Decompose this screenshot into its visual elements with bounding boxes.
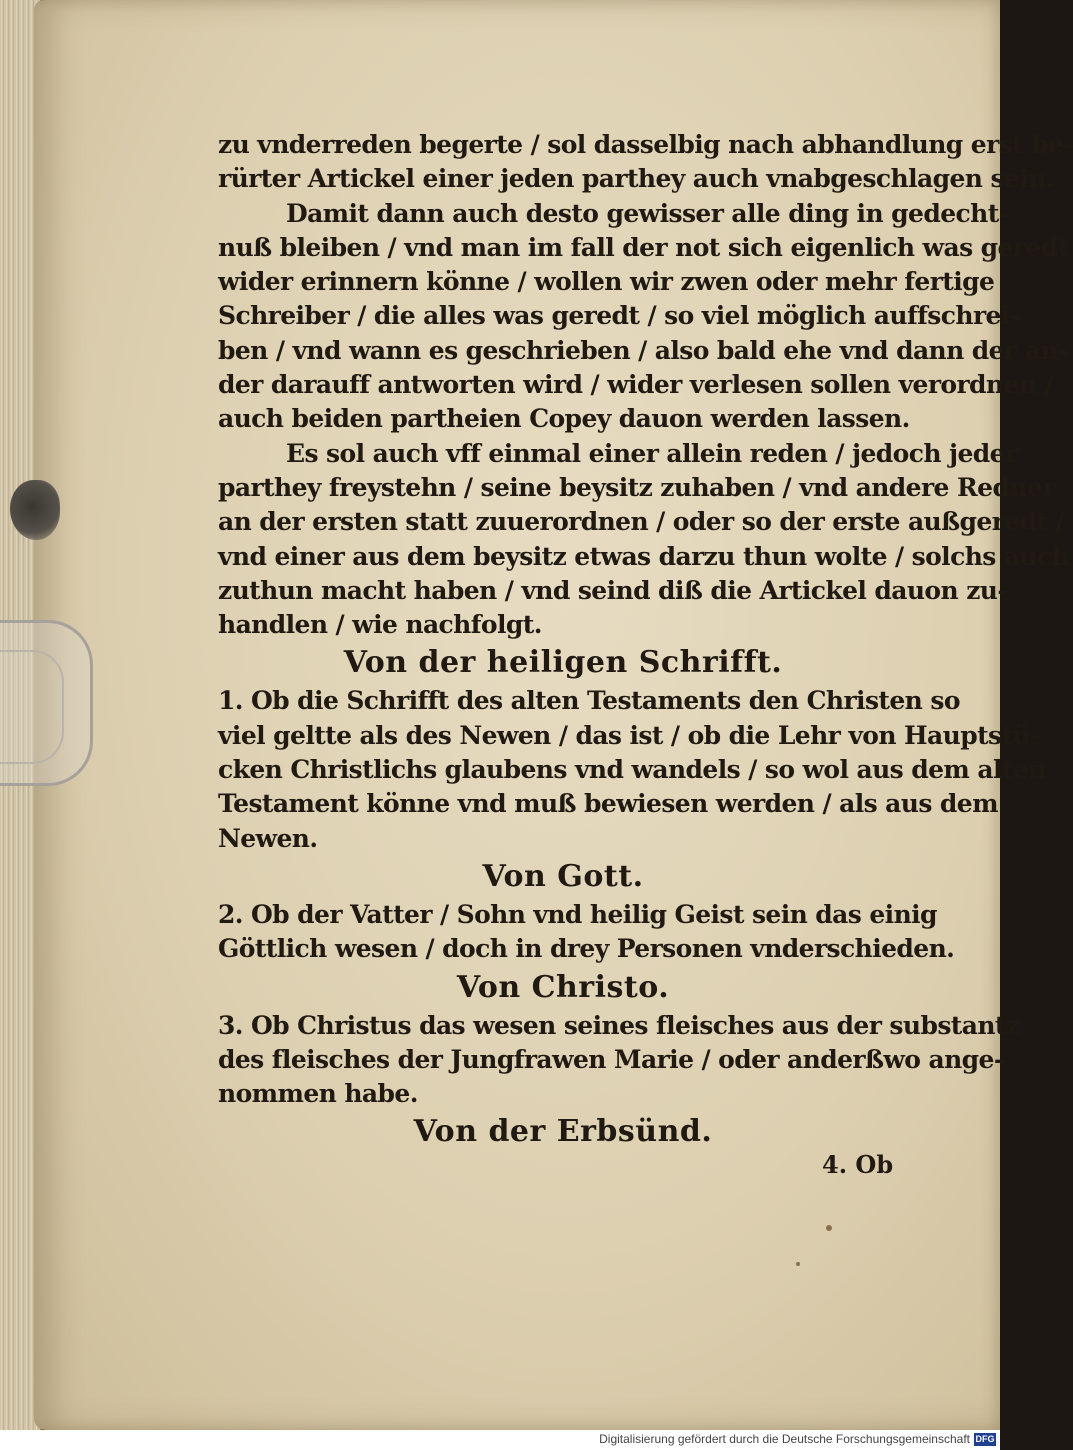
text-line: vnd einer aus dem beysitz etwas darzu thun wolte / solchs auch	[218, 541, 1070, 571]
text-line: Es sol auch vff einmal einer allein reden / jedoch jeder	[286, 438, 1018, 468]
section-heading: Von Christo.	[456, 969, 670, 1005]
text-line: Damit dann auch desto gewisser alle ding in gedecht-	[286, 198, 1009, 228]
text-line: auch beiden partheien Copey dauon werden lassen.	[218, 404, 910, 434]
text-line: der darauff antworten wird / wider verlesen sollen verordnen /	[218, 370, 1054, 400]
footer-credit: Digitalisierung gefördert durch die Deutsche Forschungsgemeinschaft	[599, 1432, 970, 1446]
text-line: rürter Artickel einer jeden parthey auch vnabgeschlagen sein.	[218, 164, 1054, 194]
text-line: parthey freystehn / seine beysitz zuhaben / vnd andere Redner	[218, 472, 1055, 502]
text-line: Göttlich wesen / doch in drey Personen vnderschieden.	[218, 934, 955, 964]
text-line: viel geltte als des Newen / das ist / ob die Lehr von Hauptstü-	[218, 720, 1040, 750]
text-line: Testament könne vnd muß bewiesen werden / als aus dem	[218, 789, 998, 819]
foxing-spot	[796, 1262, 800, 1266]
section-heading: Von der Erbsünd.	[413, 1114, 713, 1150]
text-line: wider erinnern könne / wollen wir zwen oder mehr fertige	[218, 267, 995, 297]
text-line: handlen / wie nachfolgt.	[218, 610, 542, 640]
text-line: zuthun macht haben / vnd seind diß die Artickel dauon zu-	[218, 575, 1008, 605]
text-line: an der ersten statt zuuerordnen / oder so der erste außgeredt /	[218, 507, 1065, 537]
page-text	[218, 128, 1073, 1153]
text-line: 2. Ob der Vatter / Sohn vnd heilig Geist sein das einig	[218, 899, 937, 929]
catchword: 4. Ob	[822, 1150, 894, 1179]
section-heading: Von Gott.	[482, 858, 644, 894]
section-heading: Von der heiligen Schrifft.	[343, 645, 783, 681]
dfg-logo: DFG	[975, 1434, 995, 1444]
text-line: Schreiber / die alles was geredt / so viel möglich auffschrei-	[218, 301, 1020, 331]
footer-bar	[0, 1430, 1000, 1450]
text-line: 3. Ob Christus das wesen seines fleisches aus der substantz	[218, 1010, 1020, 1040]
text-line: des fleisches der Jungfrawen Marie / oder anderßwo ange-	[218, 1044, 1004, 1074]
text-line: zu vnderreden begerte / sol dasselbig nach abhandlung erst be-	[218, 130, 1073, 159]
text-line: nuß bleiben / vnd man im fall der not sich eigenlich was geredt	[218, 232, 1069, 262]
text-line: nommen habe.	[218, 1079, 418, 1109]
foxing-spot	[826, 1225, 832, 1231]
text-line: 1. Ob die Schrifft des alten Testaments den Christen so	[218, 686, 960, 716]
ink-blot	[10, 480, 60, 540]
text-line: Newen.	[218, 823, 318, 853]
text-line: ben / vnd wann es geschrieben / also bald ehe vnd dann der an-	[218, 335, 1068, 365]
text-line: cken Christlichs glaubens vnd wandels / so wol aus dem alten	[218, 755, 1046, 785]
paper-clip-inner	[0, 650, 64, 764]
